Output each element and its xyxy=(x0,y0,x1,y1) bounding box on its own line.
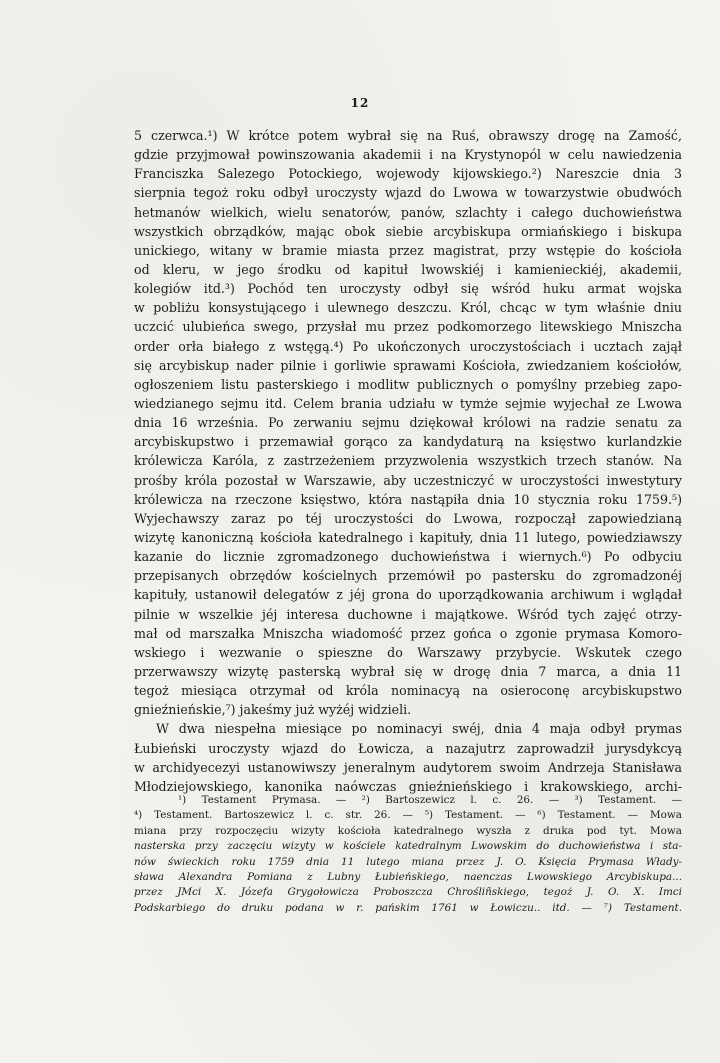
text-line: kapituły, ustanowił delegatów z jéj grona do uporządkowania archiwum i wglądał xyxy=(134,587,682,603)
text-line: kolegiów itd.³) Pochód ten uroczysty odbył się wśród huku armat wojska xyxy=(134,281,682,297)
text-line: wizytę kanoniczną kościoła katedralnego i kapituły, dnia 11 lutego, powiedziawszy xyxy=(134,529,682,545)
text-line: Łubieński uroczysty wjazd do Łowicza, a nazajutrz zaprowadził jurysdykcyą xyxy=(134,740,682,756)
text-line: się arcybiskup nader pilnie i gorliwie sprawami Kościoła, zwiedzaniem kościołów, xyxy=(134,357,682,373)
text-line: kazanie do licznie zgromadzonego duchowieństwa i wiernych.⁶) Po odbyciu xyxy=(134,549,682,565)
footnote-line: przez JMci X. Józefa Grygołowicza Proboszcza Chrośliñskiego, tegoż J. O. X. Imci xyxy=(134,886,682,899)
text-line: wiedzianego sejmu itd. Celem brania udziału w tymże sejmie wyjechał ze Lwowa xyxy=(134,395,682,411)
footnote-line: sława Alexandra Pomiana z Lubny Łubieńskiego, naenczas Lwowskiego Arcybiskupa... xyxy=(134,870,682,883)
text-line: Wyjechawszy zaraz po téj uroczystości do Lwowa, rozpoczął zapowiedzianą xyxy=(134,510,682,526)
body-text xyxy=(134,126,682,796)
text-line: W dwa niespełna miesiące po nominacyi swéj, dnia 4 maja odbył prymas xyxy=(156,721,682,737)
footnote-line: nasterska przy zaczęciu wizyty w kościele katedralnym Lwowskim do duchowieństwa i sta- xyxy=(134,840,682,853)
text-line: tegoż miesiąca otrzymał od króla nominacyą na osieroconę arcybiskupstwo xyxy=(134,683,682,699)
footnote-line: miana przy rozpoczęciu wizyty kościoła katedralnego wyszła z druka pod tyt. Mowa xyxy=(134,824,682,837)
text-line: uczcić ulubieńca swego, przysłał mu przez podkomorzego litewskiego Mniszcha xyxy=(134,319,682,335)
text-line: ogłoszeniem listu pasterskiego i modlitw publicznych o pomyślny przebieg zapo- xyxy=(134,376,682,392)
text-line: mał od marszałka Mniszcha wiadomość przez gońca o zgonie prymasa Komoro- xyxy=(134,625,682,641)
text-line: dnia 16 września. Po zerwaniu sejmu dziękował królowi na radzie senatu za xyxy=(134,415,682,431)
text-line: prośby króla pozostał w Warszawie, aby uczestniczyć w uroczystości inwestytury xyxy=(134,472,682,488)
text-line: królewicza na rzeczone księstwo, która nastąpiła dnia 10 stycznia roku 1759.⁵) xyxy=(134,491,682,507)
page-number: 12 xyxy=(350,96,370,110)
text-line: pilnie w wszelkie jéj interesa duchowne i majątkowe. Wśród tych zajęć otrzy- xyxy=(134,606,682,622)
footnote-line: ¹) Testament Prymasa. — ²) Bartoszewicz l. c. 26. — ³) Testament. — xyxy=(178,794,682,806)
text-line: gdzie przyjmował powinszowania akademii i na Krystynopól w celu nawiedzenia xyxy=(134,147,682,163)
text-line: Franciszka Salezego Potockiego, wojewody kijowskiego.²) Nareszcie dnia 3 xyxy=(134,166,682,182)
footnotes xyxy=(134,793,682,916)
text-line: przerwawszy wizytę pasterską wybrał się w drogę dnia 7 marca, a dnia 11 xyxy=(134,663,682,679)
text-line: od kleru, w jego środku od kapituł lwowskiéj i kamienieckiéj, akademii, xyxy=(134,261,682,277)
footnote-line: ⁴) Testament. Bartoszewicz l. c. str. 26. — ⁵) Testament. — ⁶) Testament. — Mowa xyxy=(134,809,682,822)
text-line: arcybiskupstwo i przemawiał gorąco za kandydaturą na księstwo kurlandzkie xyxy=(134,434,682,450)
text-line: wszystkich obrządków, mając obok siebie arcybiskupa ormiańskiego i biskupa xyxy=(134,223,682,239)
text-line: gnieźnieńskie,⁷) jakeśmy już wyżéj widzieli. xyxy=(134,702,412,718)
text-line: w pobliżu konsystującego i ulewnego deszczu. Król, chcąc w tym właśnie dniu xyxy=(134,300,682,316)
text-line: przepisanych obrzędów kościelnych przemówił po pastersku do zgromadzonéj xyxy=(134,568,682,584)
text-line: order orła białego z wstęgą.⁴) Po ukończonych uroczystościach i ucztach zajął xyxy=(134,338,682,354)
text-line: 5 czerwca.¹) W krótce potem wybrał się na Ruś, obrawszy drogę na Zamość, xyxy=(134,128,682,143)
text-line: unickiego, witany w bramie miasta przez magistrat, przy wstępie do kościoła xyxy=(134,242,682,258)
footnote-line: Podskarbiego do druku podana w r. pańskim 1761 w Łowiczu.. itd. — ⁷) Testament. xyxy=(134,901,682,914)
text-line: Młodziejowskiego, kanonika naówczas gnieźnieńskiego i krakowskiego, archi- xyxy=(134,778,682,794)
text-line: wskiego i wezwanie o spieszne do Warszawy przybycie. Wskutek czego xyxy=(134,644,682,660)
text-line: hetmanów wielkich, wielu senatorów, panów, szlachty i całego duchowieństwa xyxy=(134,204,682,220)
text-line: sierpnia tegoż roku odbył uroczysty wjazd do Lwowa w towarzystwie obudwóch xyxy=(134,185,682,201)
text-line: królewicza Karóla, z zastrzeżeniem przyzwolenia wszystkich trzech stanów. Na xyxy=(134,453,682,469)
text-line: w archidyecezyi ustanowiwszy jeneralnym audytorem swoim Andrzeja Stanisława xyxy=(134,759,682,775)
footnote-line: nów świeckich roku 1759 dnia 11 lutego miana przez J. O. Księcia Prymasa Włady- xyxy=(134,855,682,868)
